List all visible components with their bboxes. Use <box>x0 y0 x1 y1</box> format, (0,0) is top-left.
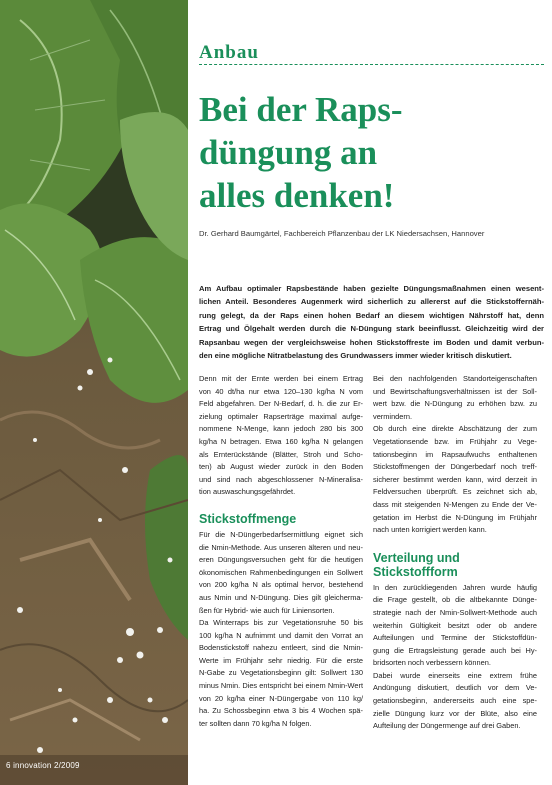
text-line: lichen Anteil. Besonderes Augenmerk wird sicherlich zu allererst auf die Stickstoffernäh- <box>199 297 544 307</box>
author-byline: Dr. Gerhard Baumgärtel, Fachbereich Pflanzenbau der LK Niedersachsen, Hannover <box>199 229 485 238</box>
text-line: rung gelegt, da der Raps einen hohen Bedarf an diesem wichtigen Nährstoff hat, denn <box>199 310 544 320</box>
text-line: und sind nach abgeschlossener N-Mineralisa- <box>199 474 363 484</box>
page-footer: 6 innovation 2/2009 <box>6 761 80 770</box>
section-divider <box>199 64 544 65</box>
left-paragraph-2 <box>199 529 363 731</box>
text-line: Vegetationsende bzw. im Frühjahr zu Vege- <box>373 436 537 446</box>
text-line: Für die N-Düngerbedarfsermittlung eignet sich <box>199 529 363 539</box>
right-paragraph-2 <box>373 582 537 733</box>
text-line: vermindern. <box>373 411 413 421</box>
heading-line: Verteilung und <box>373 550 460 565</box>
text-line: von 200 kg/ha N als optimal hervor, bestehend <box>199 580 363 590</box>
text-line: Werte im Frühjahr sehr niedrig. Für die erste <box>199 655 363 665</box>
text-line: minus Nmin. Dies entspricht bei einem Nmin-Wert <box>199 681 363 691</box>
text-line: Bodenstickstoff nahezu entleert, sind die Nmin- <box>199 643 363 653</box>
text-line: Dabei wurde einerseits eine extrem frühe <box>373 670 537 680</box>
text-line: ter sollten dann 70 kg/ha N folgen. <box>199 718 312 728</box>
text-line: Rapsanbau wegen der vergleichsweise hohen Stickstoffreste im Boden und damit verbun- <box>199 337 544 347</box>
headline-line: düngung an <box>199 133 378 172</box>
headline-line: alles denken! <box>199 176 395 215</box>
text-line: und Bewirtschaftungsverhältnissen ist der Soll- <box>373 386 537 396</box>
text-line: Stickstoffmengen der Düngerbedarf noch treff- <box>373 462 537 472</box>
text-line: kg/ha N betragen. Etwa 160 kg/ha N gelangen <box>199 436 363 446</box>
text-line: bridsorten noch verbessern können. <box>373 658 491 668</box>
text-line: ten) ab August wieder zurück in den Boden <box>199 462 363 472</box>
text-line: gung die Ertragsleistung gerade auch bei Hy- <box>373 645 537 655</box>
right-paragraph-1 <box>373 373 537 537</box>
text-line: getationsbeginn, andererseits auch eine spe- <box>373 696 537 706</box>
heading-stickstoffmenge: Stickstoffmenge <box>199 511 297 526</box>
text-line: nach unten korrigiert werden kann. <box>373 525 487 535</box>
text-line: die Frage gestellt, ob die altbekannte Dünge- <box>373 595 537 605</box>
text-line: eren Düngungsversuchen geht für die heutigen <box>199 555 363 565</box>
text-line: ökonomischen Rahmenbedingungen ein Sollwert <box>199 567 363 577</box>
text-line: Bei den nachfolgenden Standorteigenschaften <box>373 374 537 383</box>
text-line: wert bzw. die N-Düngung zu erhöhen bzw. zu <box>373 399 537 409</box>
text-line: weiterhin Gültigkeit besitzt oder ob andere <box>373 620 537 630</box>
text-line: Aufteilungen und Termine der Stickstoffdün- <box>373 633 537 643</box>
heading-verteilung <box>373 551 537 579</box>
text-line: Feldversuchen überprüft. Es zeichnet sich ab, <box>373 487 537 497</box>
text-line: Aufteilung der Düngermenge auf drei Gaben. <box>373 721 521 731</box>
text-line: als Ernterückstände (Blätter, Stroh und Scho- <box>199 449 363 459</box>
text-line: ha. Zu Schossbeginn etwa 3 bis 4 Wochen spä- <box>199 706 363 716</box>
text-line: die Nmin-Methode. Aus unseren älteren und neu- <box>199 542 363 552</box>
text-line: von 20 kg/ha einer N-Düngergabe von 110 kg/ <box>199 693 363 703</box>
text-line: Am Aufbau optimaler Rapsbestände haben gezielte Düngungsmaßnahmen einen wesent- <box>199 284 544 293</box>
rapeseed-field-photo <box>0 0 188 785</box>
text-line: In den zurückliegenden Jahren wurde häufig <box>373 582 537 592</box>
text-line: sicherer bestimmt werden kann, wird derzeit in <box>373 474 537 484</box>
text-line: ßen für Hybrid- wie auch für Liniensorten. <box>199 605 335 615</box>
text-line: Andüngung diskutiert, deutlich vor dem Ve- <box>373 683 537 693</box>
text-line: Ertrag und Ölgehalt werden durch die N-Düngung stark beeinflusst. Gleichzeitig wird der <box>199 324 544 334</box>
text-line: zielung optimaler Rapserträge maximal aufge- <box>199 411 363 421</box>
heading-line: Stickstoffform <box>373 564 458 579</box>
article-headline <box>199 88 544 217</box>
text-line: Da Winterraps bis zur Vegetationsruhe 50 bis <box>199 618 363 628</box>
text-line: strategie nach der Nmin-Sollwert-Methode auch <box>373 607 537 617</box>
text-line: Denn mit der Ernte werden bei einem Ertrag <box>199 374 363 383</box>
left-column <box>199 373 363 730</box>
text-line: zielle Düngung kurz vor der Blüte, also eine <box>373 708 537 718</box>
text-line: Feld abgefahren. Der N-Bedarf, d. h. die zur Er- <box>199 399 363 409</box>
text-line: tationsbeginn im Rapsaufwuchs enthaltenen <box>373 449 537 459</box>
headline-line: Bei der Raps- <box>199 90 403 129</box>
section-label: Anbau <box>199 42 259 63</box>
text-line: tion auswaschungsgefährdet. <box>199 487 296 497</box>
text-line: getation im Herbst die N-Düngung im Frühjahr <box>373 512 537 522</box>
text-line: den eine mögliche Nitratbelastung des Grundwassers immer wieder kritisch diskutiert. <box>199 351 512 361</box>
lead-paragraph <box>199 282 544 362</box>
text-line: von 40 dt/ha nur etwa 120–130 kg/ha N vom <box>199 386 363 396</box>
left-paragraph-1 <box>199 373 363 499</box>
text-line: nommene N-Menge, kann jedoch 280 bis 300 <box>199 424 363 434</box>
text-line: N-Gabe zu Vegetationsbeginn gilt: Sollwert 130 <box>199 668 363 678</box>
text-line: 100 kg/ha N aufnimmt und damit den Vorrat an <box>199 630 363 640</box>
text-line: aus Nmin und N-Düngung. Dies gilt gleicherma- <box>199 592 363 602</box>
text-line: dass mit steigenden N-Mengen zu Ende der Ve- <box>373 499 537 509</box>
text-line: Ob durch eine direkte Abschätzung der zum <box>373 424 537 434</box>
right-column <box>373 373 537 733</box>
